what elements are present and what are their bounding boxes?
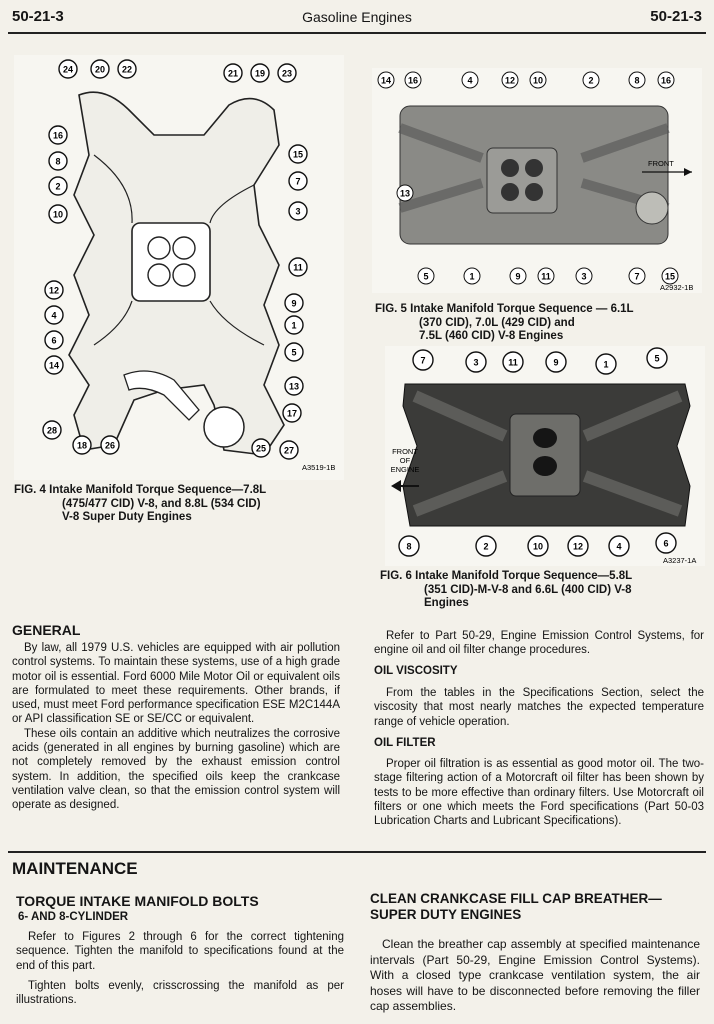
general-heading: GENERAL: [12, 622, 81, 638]
callout-label: 8: [406, 541, 412, 552]
callout-label: 15: [292, 149, 304, 160]
callout-label: 16: [660, 75, 672, 86]
callout-label: 5: [423, 271, 429, 282]
callout-label: 3: [473, 357, 479, 368]
general-text: [12, 641, 340, 813]
cylinder-subheading: 6- AND 8-CYLINDER: [18, 911, 129, 923]
callout-label: 6: [51, 335, 57, 346]
caption-line: V-8 Super Duty Engines: [62, 511, 192, 523]
general-paragraph-2: These oils contain an additive which neutralizes the corrosive acids (generated in all engines by burning gasoline) which are not completely removed by the exhaust emission control system. In addition, the specified oils keep the crankcase ventilation valve clean, so that the emission control system will operate as designed.: [12, 727, 340, 812]
fig4-manifold-drawing: [14, 55, 344, 480]
page-number-right: 50-21-3: [650, 8, 702, 25]
fig5-ident: A2932-1B: [660, 283, 694, 292]
callout-label: 13: [399, 188, 411, 199]
callout-label: 9: [515, 271, 521, 282]
callout-label: 4: [51, 310, 57, 321]
callout-label: 8: [634, 75, 640, 86]
callout-label: 10: [532, 541, 544, 552]
callout-label: 12: [48, 285, 60, 296]
fig5-callout-left: [397, 185, 413, 201]
oil-filter-text: [374, 757, 704, 828]
callout-label: 20: [94, 64, 106, 75]
fig6-ident: A3237-1A: [663, 556, 697, 565]
fig5-caption: [375, 303, 705, 344]
caption-line: (475/477 CID) V-8, and 8.8L (534 CID): [62, 497, 261, 510]
callout-label: 6: [663, 538, 669, 549]
oil-filter-heading: OIL FILTER: [374, 737, 436, 749]
callout-label: 15: [664, 271, 676, 282]
fig6-front-label-3: ENGINE: [390, 465, 420, 474]
callout-label: 26: [104, 440, 116, 451]
fig4-ident: A3519-1B: [302, 463, 336, 472]
callout-label: 25: [255, 443, 267, 454]
torque-manifold-heading: TORQUE INTAKE MANIFOLD BOLTS: [16, 893, 259, 909]
fig4-caption: [14, 484, 344, 525]
maintenance-paragraph-2: Tighten bolts evenly, crisscrossing the manifold as per illustrations.: [16, 979, 344, 1007]
maintenance-heading: MAINTENANCE: [12, 859, 138, 878]
oil-viscosity-heading: OIL VISCOSITY: [374, 665, 458, 677]
breather-text: [370, 937, 700, 1015]
callout-label: 7: [295, 176, 301, 187]
callout-label: 27: [283, 445, 295, 456]
callout-label: 11: [508, 357, 518, 368]
maintenance-text: [16, 930, 344, 1007]
callout-label: 1: [469, 271, 475, 282]
fig6-caption: [380, 570, 706, 611]
oil-viscosity-text: [374, 686, 704, 729]
running-title: Gasoline Engines: [302, 9, 412, 25]
callout-label: 2: [483, 541, 489, 552]
callout-label: 5: [291, 347, 297, 358]
callout-label: 3: [295, 206, 301, 217]
callout-label: 10: [52, 209, 64, 220]
callout-label: 1: [603, 359, 609, 370]
fig5-manifold-photo: [372, 68, 702, 293]
caption-line: FIG. 6 Intake Manifold Torque Sequence—5.8L: [380, 570, 633, 582]
callout-label: 19: [254, 68, 266, 79]
callout-label: 13: [288, 381, 300, 392]
fig6-front-label-2: OF: [399, 456, 411, 465]
breather-paragraph: Clean the breather cap assembly at specified maintenance intervals (Part 50-29, Engine Emission Control Systems). With a closed type crankcase ventilation system, the air hoses will have to be disconnected before removing the filler cap assemblies.: [370, 937, 700, 1013]
callout-label: 16: [52, 130, 64, 141]
refer-text: [374, 629, 704, 658]
callout-label: 9: [553, 357, 559, 368]
callout-label: 2: [55, 181, 61, 192]
oil-filter-paragraph: Proper oil filtration is as essential as good motor oil. The two-stage filtering action of a Motorcraft oil filter has been shown by tests to be more effective than ordinary filters. Use Motorcraft oil filters or one which meets the Ford specifications (Part 50-03 Lubrication Charts and Lubricant Specifications).: [374, 758, 704, 828]
callout-label: 14: [380, 75, 392, 86]
callout-label: 1: [291, 320, 297, 331]
callout-label: 17: [286, 408, 298, 419]
callout-label: 10: [532, 75, 544, 86]
caption-line: FIG. 4 Intake Manifold Torque Sequence—7.8L: [14, 484, 267, 496]
callout-label: 12: [572, 541, 584, 552]
callout-label: 16: [407, 75, 419, 86]
callout-label: 2: [588, 75, 594, 86]
callout-label: 8: [55, 156, 61, 167]
breather-heading: CLEAN CRANKCASE FILL CAP BREATHER— SUPER DUTY ENGINES: [370, 891, 662, 922]
callout-label: 14: [48, 360, 60, 371]
callout-label: 5: [654, 353, 660, 364]
callout-label: 18: [76, 440, 88, 451]
caption-line: (351 CID)-M-V-8 and 6.6L (400 CID) V-8: [424, 583, 632, 596]
caption-line: (370 CID), 7.0L (429 CID) and: [419, 316, 575, 329]
callout-label: 7: [420, 355, 426, 366]
callout-label: 28: [46, 425, 58, 436]
caption-line: FIG. 5 Intake Manifold Torque Sequence — 6.1L: [375, 303, 634, 315]
section-rule: [8, 851, 706, 853]
callout-label: 4: [616, 541, 622, 552]
page-number-left: 50-21-3: [12, 8, 64, 25]
callout-label: 7: [634, 271, 640, 282]
callout-label: 23: [281, 68, 293, 79]
fig6-manifold-photo: [385, 346, 705, 566]
oil-viscosity-paragraph: From the tables in the Specifications Section, select the viscosity that most nearly matches the expected temperature range of vehicle operation.: [374, 687, 704, 728]
fig5-front-label: FRONT: [648, 159, 674, 168]
maintenance-paragraph-1: Refer to Figures 2 through 6 for the correct tightening sequence. Tighten the manifold to specifications found at the end of this part.: [16, 931, 344, 972]
caption-line: Engines: [424, 597, 469, 609]
callout-label: 12: [504, 75, 516, 86]
callout-label: 24: [62, 64, 74, 75]
callout-label: 11: [541, 271, 551, 282]
callout-label: 9: [291, 298, 297, 309]
callout-label: 11: [293, 262, 303, 273]
callout-label: 4: [467, 75, 473, 86]
caption-line: 7.5L (460 CID) V-8 Engines: [419, 330, 564, 342]
fig6-front-label-1: FRONT: [392, 447, 418, 456]
callout-label: 21: [227, 68, 239, 79]
callout-label: 22: [121, 64, 133, 75]
callout-label: 3: [581, 271, 587, 282]
refer-paragraph: Refer to Part 50-29, Engine Emission Control Systems, for engine oil and oil filter change procedures.: [374, 630, 704, 657]
general-paragraph-1: By law, all 1979 U.S. vehicles are equipped with air pollution control systems. To maintain these systems, use of a high grade motor oil is essential. Ford 6000 Mile Motor Oil or equivalent oils are formulated to meet these requirements. Other brands, if used, must meet Ford performance specification ESE M2C144A or API classification SE or SE/CC or equivalent.: [12, 642, 340, 726]
header-rule: [8, 32, 706, 34]
